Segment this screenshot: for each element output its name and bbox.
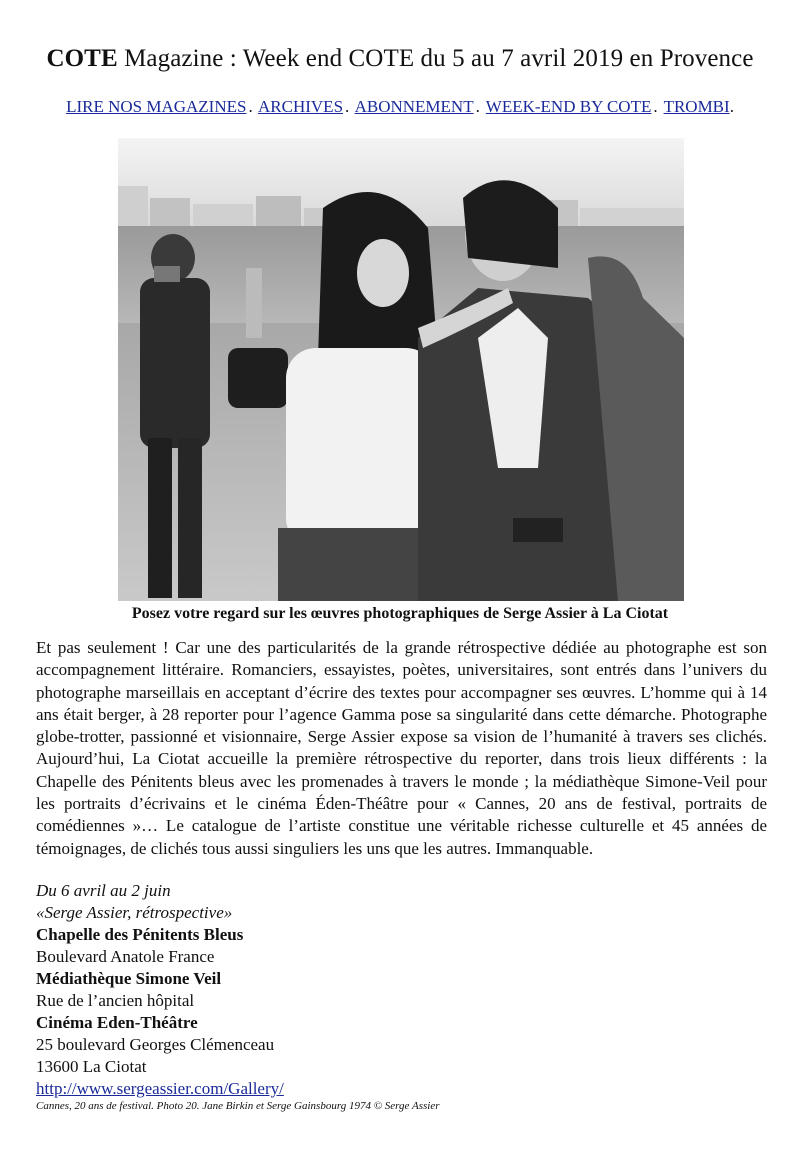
article-photo (118, 138, 684, 601)
nav-link-abonnement[interactable]: ABONNEMENT (354, 97, 474, 116)
nav-separator: . (345, 97, 350, 116)
brand-name: COTE (46, 45, 118, 72)
nav-links (0, 96, 800, 118)
venue-address: 25 boulevard Georges Clémenceau (36, 1035, 275, 1054)
nav-separator: . (248, 97, 253, 116)
venue-name: Cinéma Eden-Théâtre (36, 1013, 198, 1032)
venue-name: Chapelle des Pénitents Bleus (36, 925, 244, 944)
nav-link-weekend[interactable]: WEEK-END BY COTE (485, 97, 652, 116)
nav-link-magazines[interactable]: LIRE NOS MAGAZINES (66, 97, 247, 116)
event-dates: Du 6 avril au 2 juin (36, 881, 171, 900)
venue-address: Rue de l’ancien hôpital (36, 991, 195, 1010)
gallery-link[interactable]: http://www.sergeassier.com/Gallery/ (36, 1079, 284, 1098)
photo-credit: Cannes, 20 ans de festival. Photo 20. Jane Birkin et Serge Gainsbourg 1974 © Serge Assier (36, 1100, 440, 1112)
venue-address: Boulevard Anatole France (36, 947, 215, 966)
article-paragraph: Et pas seulement ! Car une des particularités de la grande rétrospective dédiée au photographe est son accompagnement littéraire. Romanciers, essayistes, poètes, universitaires, sont entrés dans l’univers du photographe marseillais en acceptant d’écrire des textes pour accompagner ses œuvres. L’homme qui à 14 ans était berger, à 28 reporter pour l’agence Gamma pose sa singularité dans cette démarche. Photographe globe-trotter, passionné et visionnaire, Serge Assier expose sa vision de l’humanité à travers ses clichés. Aujourd’hui, La Ciotat accueille la première rétrospective du reporter, dans trois lieux différents : la Chapelle des Pénitents bleus avec les promenades à travers le monde ; la médiathèque Simone-Veil pour les portraits d’écrivains et le cinéma Éden-Théâtre pour « Cannes, 20 ans de festival, portraits de comédiennes »… Le catalogue de l’artiste constitue une véritable richesse culturelle et 45 années de témoignages, de clichés tous aussi singuliers les uns que les autres. Immanquable. (36, 638, 767, 858)
nav-separator: . (475, 97, 480, 116)
page-title (0, 44, 800, 74)
event-details (36, 880, 636, 1100)
nav-trailing-dot: . (729, 97, 734, 116)
black-and-white-beach-photograph-icon (118, 138, 684, 601)
article-body (36, 637, 767, 860)
title-text: Magazine : Week end COTE du 5 au 7 avril 2019 en Provence (117, 45, 754, 72)
venue-city: 13600 La Ciotat (36, 1057, 147, 1076)
exhibition-title: «Serge Assier, rétrospective» (36, 903, 233, 922)
nav-separator: . (653, 97, 658, 116)
nav-link-archives[interactable]: ARCHIVES (258, 97, 344, 116)
venue-name: Médiathèque Simone Veil (36, 969, 222, 988)
photo-caption: Posez votre regard sur les œuvres photographiques de Serge Assier à La Ciotat (131, 605, 669, 622)
nav-link-trombi[interactable]: TROMBI (663, 97, 730, 116)
